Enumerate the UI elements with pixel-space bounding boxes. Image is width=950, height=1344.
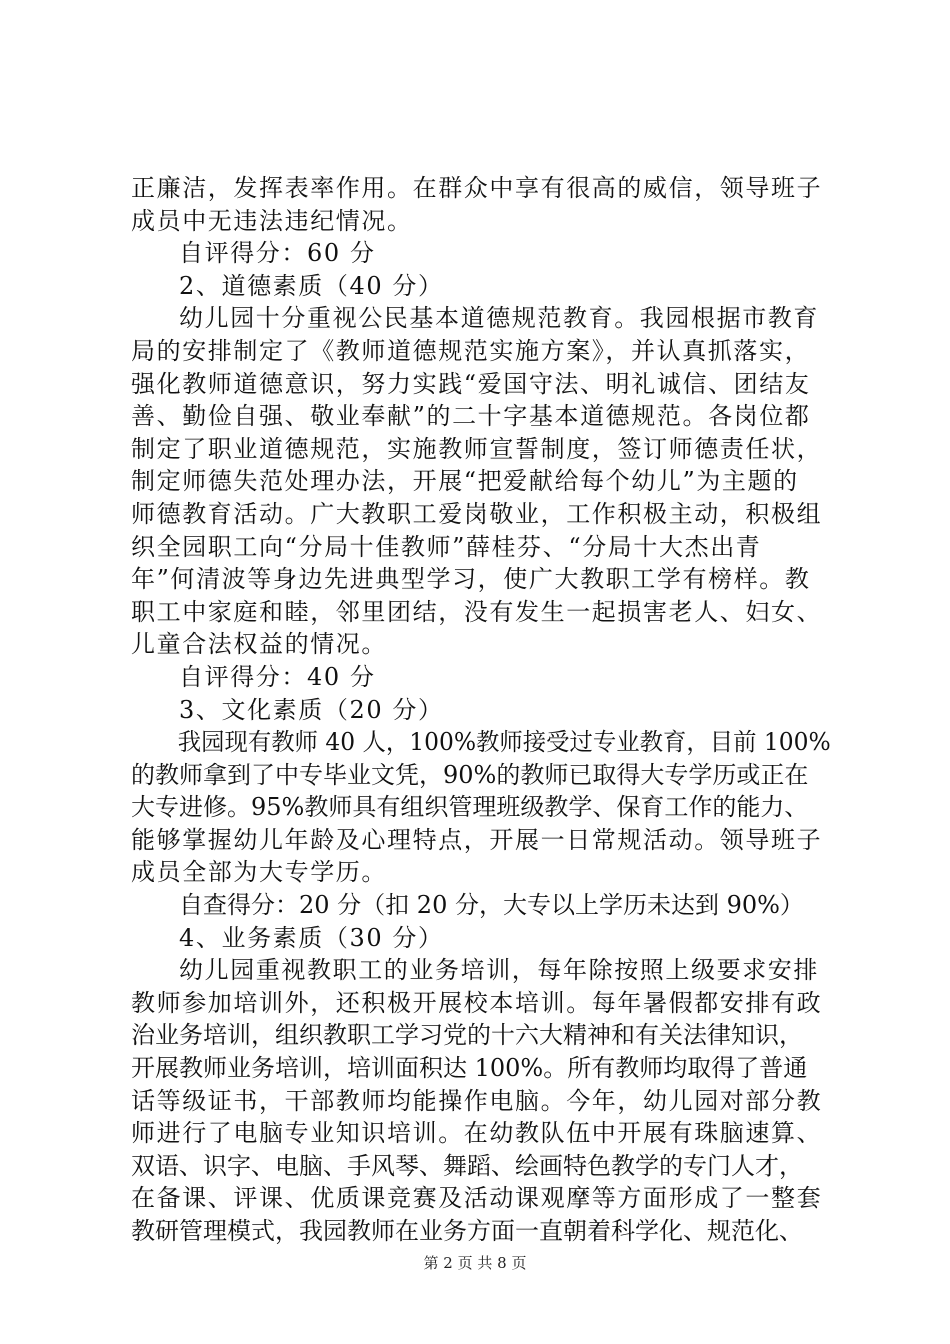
text-line: 自评得分：60 分 <box>179 239 376 268</box>
text-line: 局的安排制定了《教师道德规范实施方案》，并认真抓落实， <box>131 336 811 365</box>
document-body <box>131 172 831 1248</box>
text-line: 幼儿园十分重视公民基本道德规范教育。我园根据市教育 <box>179 304 819 333</box>
text-line: 教研管理模式，我园教师在业务方面一直朝着科学化、规范化、 <box>131 1217 803 1245</box>
text-line: 强化教师道德意识，努力实践“爱国守法、明礼诚信、团结友 <box>131 369 811 398</box>
text-line: 善、勤俭自强、敬业奉献”的二十字基本道德规范。各岗位都 <box>131 402 811 431</box>
text-line: 大专进修。95%教师具有组织管理班级教学、保育工作的能力、 <box>131 793 809 822</box>
text-line: 制定师德失范处理办法，开展“把爱献给每个幼儿”为主题的 <box>131 467 799 496</box>
text-line: 成员全部为大专学历。 <box>131 858 387 887</box>
text-line: 师德教育活动。广大教职工爱岗敬业，工作积极主动，积极组 <box>131 499 823 528</box>
text-line: 在备课、评课、优质课竞赛及活动课观摩等方面形成了一整套 <box>131 1184 823 1213</box>
text-line: 成员中无违法违纪情况。 <box>131 206 413 235</box>
text-line: 儿童合法权益的情况。 <box>131 630 387 659</box>
text-line: 织全园职工向“分局十佳教师”薛桂芬、“分局十大杰出青 <box>131 532 762 561</box>
text-line: 制定了职业道德规范，实施教师宣誓制度，签订师德责任状， <box>131 434 823 463</box>
page-footer <box>0 1252 950 1273</box>
text-line: 双语、识字、电脑、手风琴、舞蹈、绘画特色教学的专门人才， <box>131 1151 803 1180</box>
text-line: 职工中家庭和睦，邻里团结，没有发生一起损害老人、妇女、 <box>131 597 823 626</box>
text-line: 2、道德素质（40 分） <box>179 271 444 300</box>
text-line: 能够掌握幼儿年龄及心理特点，开展一日常规活动。领导班子 <box>131 825 823 854</box>
text-line: 幼儿园重视教职工的业务培训，每年除按照上级要求安排 <box>179 956 819 985</box>
text-line: 治业务培训，组织教职工学习党的十六大精神和有关法律知识， <box>131 1021 803 1050</box>
text-line: 4、业务素质（30 分） <box>179 923 444 952</box>
text-line: 的教师拿到了中专毕业文凭，90%的教师已取得大专学历或正在 <box>131 760 809 789</box>
text-line: 3、文化素质（20 分） <box>179 695 444 724</box>
text-line: 自评得分：40 分 <box>179 662 376 691</box>
text-line: 我园现有教师 40 人，100%教师接受过专业教育，目前 100% <box>177 728 831 757</box>
text-line: 开展教师业务培训，培训面积达 100%。所有教师均取得了普通 <box>131 1054 808 1083</box>
text-line: 自查得分：20 分（扣 20 分，大专以上学历未达到 90%） <box>179 891 804 920</box>
text-line: 师进行了电脑专业知识培训。在幼教队伍中开展有珠脑速算、 <box>131 1119 823 1148</box>
page-number: 第 2 页 共 8 页 <box>423 1254 527 1272</box>
text-line: 话等级证书，干部教师均能操作电脑。今年，幼儿园对部分教 <box>131 1086 823 1115</box>
text-line: 教师参加培训外，还积极开展校本培训。每年暑假都安排有政 <box>131 988 823 1017</box>
text-line: 年”何清波等身边先进典型学习，使广大教职工学有榜样。教 <box>131 565 811 594</box>
text-line: 正廉洁，发挥表率作用。在群众中享有很高的威信，领导班子 <box>131 174 823 202</box>
